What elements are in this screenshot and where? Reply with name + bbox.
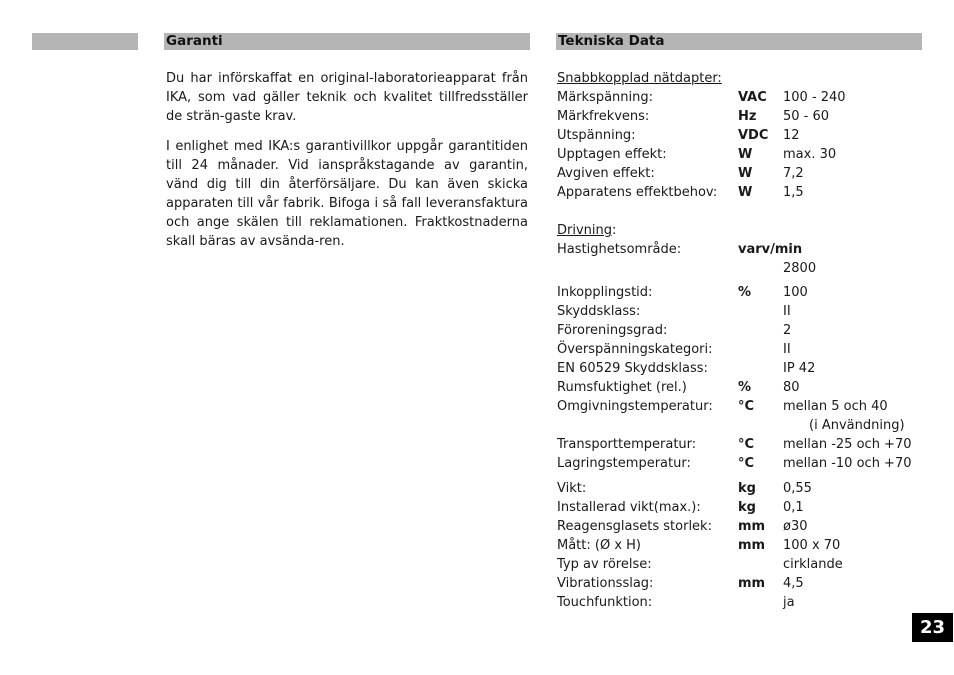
section-power-adapter <box>557 69 722 88</box>
spec-label: Vikt: <box>557 481 587 496</box>
spec-unit: % <box>738 380 752 395</box>
section-drive-label: Drivning <box>557 223 613 238</box>
spec-unit: kg <box>738 481 756 496</box>
spec-label: Upptagen effekt: <box>557 147 667 162</box>
garanti-heading: Garanti <box>166 33 223 49</box>
spec-unit: W <box>738 147 753 162</box>
spec-label: Omgivningstemperatur: <box>557 399 713 414</box>
spec-value: 80 <box>783 380 800 395</box>
spec-unit: mm <box>738 538 766 553</box>
spec-label: Installerad vikt(max.): <box>557 500 701 515</box>
section-drive <box>557 221 616 240</box>
spec-label: Vibrationsslag: <box>557 576 654 591</box>
spec-label: Föroreningsgrad: <box>557 323 668 338</box>
spec-value: 7,2 <box>783 166 804 181</box>
spec-label: EN 60529 Skyddsklass: <box>557 361 708 376</box>
spec-unit: °C <box>738 437 755 452</box>
spec-value: 2800 <box>783 261 817 276</box>
section-power-adapter-label: Snabbkopplad nätdapter: <box>557 71 722 86</box>
spec-unit: varv/min <box>738 242 803 257</box>
spec-label: Rumsfuktighet (rel.) <box>557 380 687 395</box>
spec-value: 12 <box>783 128 800 143</box>
spec-value: 0,55 <box>783 481 812 496</box>
spec-unit: W <box>738 185 753 200</box>
garanti-paragraph-2: I enlighet med IKA:s garantivillkor uppgår garantitiden till 24 månader. Vid ianspråkstagande av garantin, vänd dig till din återförsäljare. Du kan även skicka apparaten till vår fabrik. Bifoga i så fall leveransfaktura och ange skälen till reklamationen. Fraktkostnaderna skall bäras av avsända-ren. <box>166 139 528 249</box>
spec-label: Utspänning: <box>557 128 636 143</box>
spec-value: II <box>783 342 791 357</box>
header-bar-left-stub <box>32 33 138 50</box>
page-number: 23 <box>912 613 953 642</box>
spec-value: max. 30 <box>783 147 837 162</box>
spec-unit: W <box>738 166 753 181</box>
spec-label: Märkfrekvens: <box>557 109 650 124</box>
spec-value: 50 - 60 <box>783 109 830 124</box>
section-drive-colon: : <box>612 223 617 238</box>
spec-value: IP 42 <box>783 361 816 376</box>
spec-value: cirklande <box>783 557 843 572</box>
spec-label: Märkspänning: <box>557 90 654 105</box>
spec-value: 1,5 <box>783 185 804 200</box>
spec-value: mellan -10 och +70 <box>783 456 912 471</box>
spec-unit: Hz <box>738 109 757 124</box>
spec-unit: VAC <box>738 90 767 105</box>
spec-label: Överspänningskategori: <box>557 342 713 357</box>
spec-value: 4,5 <box>783 576 804 591</box>
spec-unit: °C <box>738 399 755 414</box>
spec-label: Avgiven effekt: <box>557 166 655 181</box>
garanti-paragraph-1: Du har införskaffat en original-laboratorieapparat från IKA, som vad gäller teknik och kvalitet tillfredsställer de strän-gaste krav. <box>166 71 528 124</box>
spec-label: Hastighetsområde: <box>557 242 682 257</box>
spec-value: mellan 5 och 40 <box>783 399 888 414</box>
tekniska-heading: Tekniska Data <box>558 33 665 49</box>
spec-value: 2 <box>783 323 792 338</box>
spec-unit: mm <box>738 576 766 591</box>
spec-value: mellan -25 och +70 <box>783 437 912 452</box>
spec-label: Reagensglasets storlek: <box>557 519 712 534</box>
spec-value: 100 - 240 <box>783 90 846 105</box>
spec-label: Apparatens effektbehov: <box>557 185 718 200</box>
spec-value: II <box>783 304 791 319</box>
spec-value: 0,1 <box>783 500 804 515</box>
spec-value: ø30 <box>783 519 808 534</box>
spec-unit: % <box>738 285 752 300</box>
spec-label: Transporttemperatur: <box>557 437 697 452</box>
spec-value: ja <box>783 595 795 610</box>
spec-label: Skyddsklass: <box>557 304 641 319</box>
spec-value: (i Användning) <box>809 418 905 433</box>
spec-unit: VDC <box>738 128 769 143</box>
spec-label: Mått: (Ø x H) <box>557 538 641 553</box>
spec-label: Touchfunktion: <box>557 595 653 610</box>
spec-value: 100 x 70 <box>783 538 841 553</box>
spec-value: 100 <box>783 285 808 300</box>
spec-unit: °C <box>738 456 755 471</box>
spec-label: Typ av rörelse: <box>557 557 652 572</box>
spec-label: Inkopplingstid: <box>557 285 653 300</box>
spec-label: Lagringstemperatur: <box>557 456 691 471</box>
spec-unit: kg <box>738 500 756 515</box>
spec-unit: mm <box>738 519 766 534</box>
